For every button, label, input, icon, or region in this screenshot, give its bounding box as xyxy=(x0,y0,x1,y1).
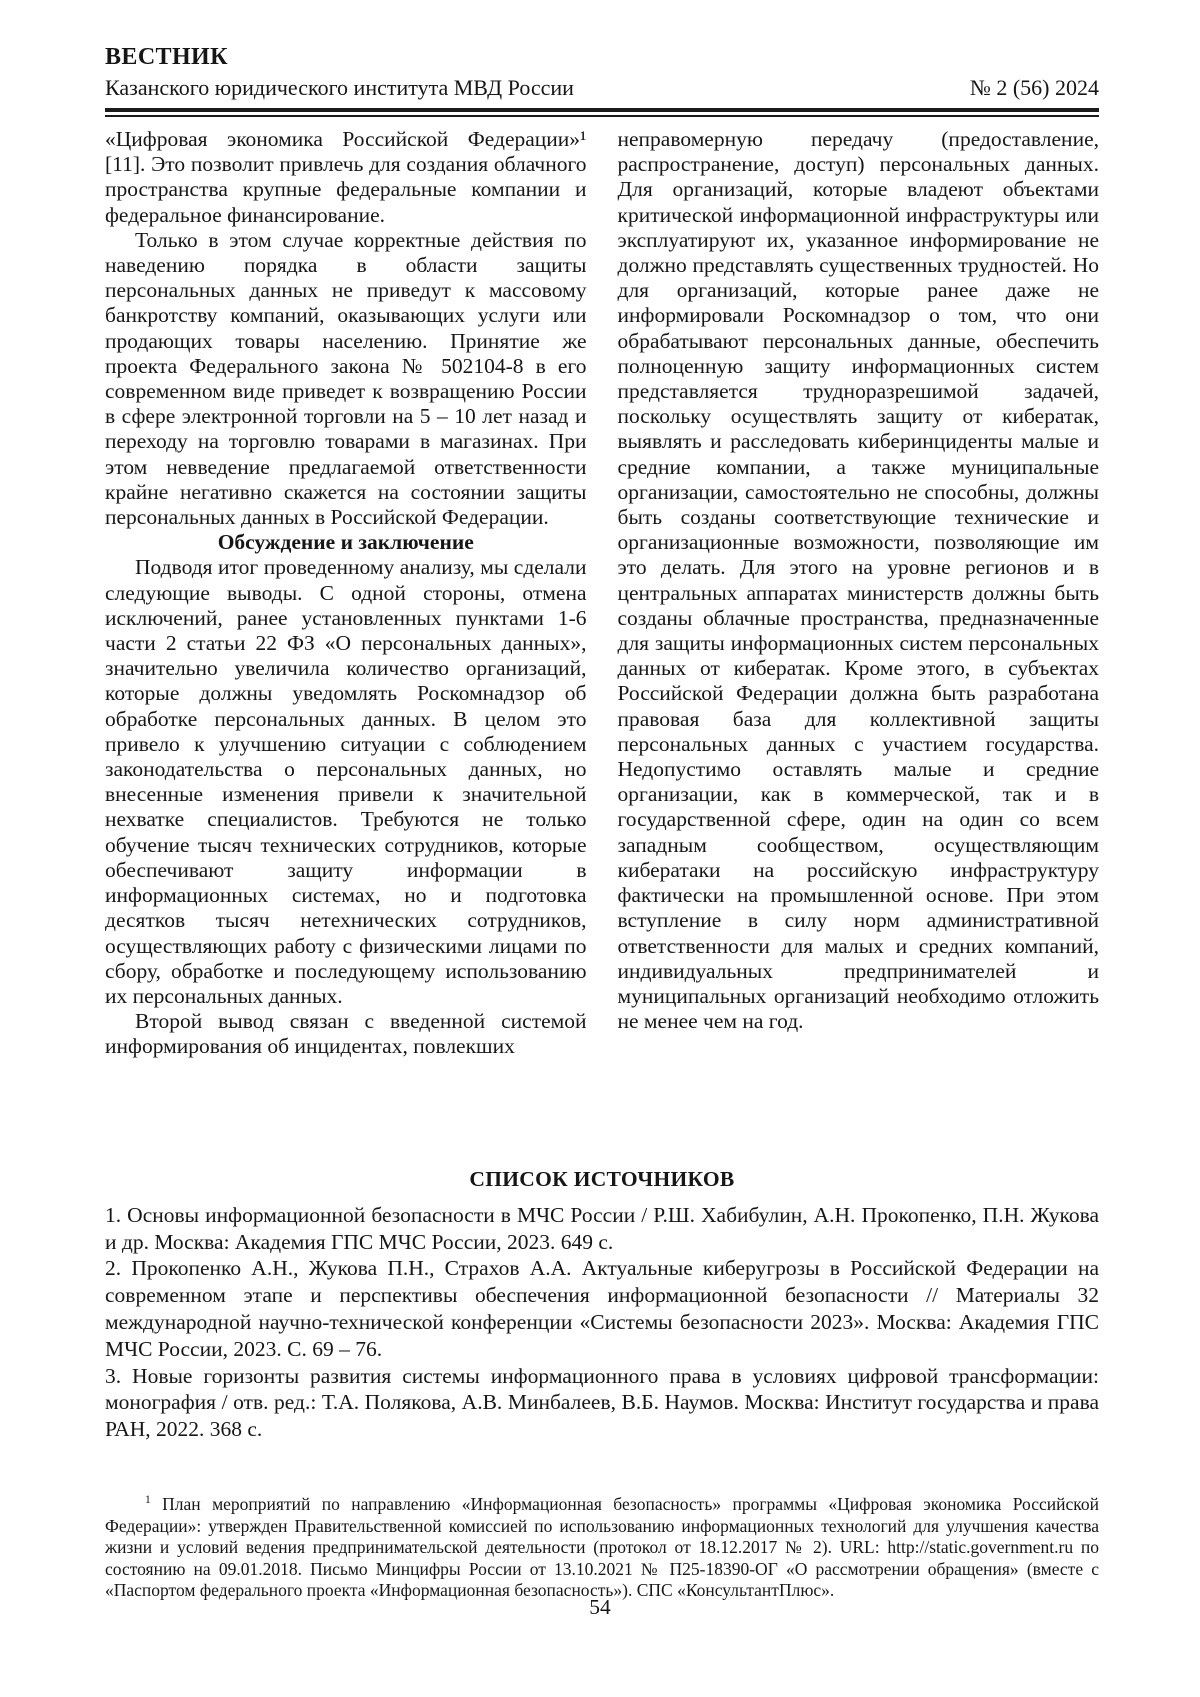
paragraph-second-conclusion-start: Второй вывод связан с введенной системой информирования об инцидентах, повлекших xyxy=(105,1009,587,1059)
footnote-block xyxy=(105,1494,1099,1602)
footnote-text: План мероприятий по направлению «Информационная безопасность» программы «Цифровая экономика Российской Федерации»: утвержден Правительственной комиссией по использованию информационных технологий для улучшения качества жизни и условий ведения предпринимательской деятельности (протокол от 18.12.2017 № 2). URL: http://static.government.ru по состоянию на 09.01.2018. Письмо Минцифры России от 13.10.2021 № П25-18390-ОГ «О рассмотрении обращения» (вместе с «Паспортом федерального проекта «Информационная безопасность»). СПС «КонсультантПлюс». xyxy=(105,1494,1099,1601)
source-item: 1. Основы информационной безопасности в МЧС России / Р.Ш. Хабибулин, А.Н. Прокопенко, П.Н. Жукова и др. Москва: Академия ГПС МЧС России, 2023. 649 с. xyxy=(105,1202,1099,1254)
journal-subtitle: Казанского юридического института МВД России xyxy=(105,75,574,100)
sources-section xyxy=(105,1166,1099,1443)
footnote xyxy=(105,1494,1099,1602)
left-column xyxy=(105,127,587,1060)
issue-number: № 2 (56) 2024 xyxy=(969,75,1099,100)
source-item: 3. Новые горизонты развития системы информационного права в условиях цифровой трансформации: монография / отв. ред.: Т.А. Полякова, А.В. Минбалеев, В.Б. Наумов. Москва: Институт государства и права РАН, 2022. 368 с. xyxy=(105,1363,1099,1442)
footnote-marker: 1 xyxy=(145,1494,151,1507)
section-heading: Обсуждение и заключение xyxy=(217,530,474,555)
article-body xyxy=(105,127,1099,1060)
journal-title: ВЕСТНИК xyxy=(105,44,228,70)
right-column xyxy=(618,127,1100,1060)
source-item: 2. Прокопенко А.Н., Жукова П.Н., Страхов А.А. Актуальные киберугрозы в Российской Федерации на современном этапе и перспективы обеспечения информационной безопасности // Материалы 32 международной научно-технической конференции «Системы безопасности 2023». Москва: Академия ГПС МЧС России, 2023. С. 69 – 76. xyxy=(105,1256,1099,1361)
header-divider xyxy=(105,108,1099,117)
paragraph-continuation: неправомерную передачу (предоставление, распространение, доступ) персональных данных. Для организаций, которые владеют объектами критической информационной инфраструктуры или эксплуатируют их, указанное информирование не должно представлять существенных трудностей. Но для организаций, которые ранее даже не информировали Роскомнадзор о том, что они обрабатывают персональных данные, обеспечить полноценную защиту информационных систем представляется трудноразрешимой задачей, поскольку осуществлять защиту от кибератак, выявлять и расследовать киберинциденты малые и средние компании, а также муниципальные организации, самостоятельно не способны, должны быть созданы соответствующие технические и организационные возможности, позволяющие им это делать. Для этого на уровне регионов и в центральных аппаратах министерств должны быть созданы облачные пространства, предназначенные для защиты информационных систем персональных данных от кибератак. Кроме этого, в субъектах Российской Федерации должна быть разработана правовая база для коллективной защиты персональных данных с участием государства. Недопустимо оставлять малые и средние организации, как в коммерческой, так и в государственной сфере, один на один со всем западным сообществом, осуществляющим кибератаки на российскую инфраструктуру фактически на промышленной основе. При этом вступление в силу норм административной ответственности для малых и средних компаний, индивидуальных предпринимателей и муниципальных организаций необходимо отложить не менее чем на год. xyxy=(617,127,1099,1034)
paragraph-law-project: Только в этом случае корректные действия по наведению порядка в области защиты персональных данных не приведут к массовому банкротству компаний, оказывающих услуги или продающих товары населению. Принятие же проекта Федерального закона № 502104-8 в его современном виде приведет к возвращению России в сфере электронной торговли на 5 – 10 лет назад и переходу на торговлю товарами в магазинах. При этом невведение предлагаемой ответственности крайне негативно скажется на состоянии защиты персональных данных в Российской Федерации. xyxy=(105,227,587,530)
sources-heading: СПИСОК ИСТОЧНИКОВ xyxy=(469,1167,735,1191)
header-row xyxy=(105,75,1099,101)
paragraph-first-conclusion: Подводя итог проведенному анализу, мы сделали следующие выводы. С одной стороны, отмена исключений, ранее установленных пунктами 1-6 части 2 статьи 22 ФЗ «О персональных данных», значительно увеличила количество организаций, которые должны уведомлять Роскомнадзор об обработке персональных данных. В целом это привело к улучшению ситуации с соблюдением законодательства о персональных данных, но внесенные изменения привели к значительной нехватке специалистов. Требуются не только обучение тысяч технических сотрудников, которые обеспечивают защиту информации в информационных системах, но и подготовка десятков тысяч нетехнических сотрудников, осуществляющих работу с физическими лицами по сбору, обработке и последующему использованию их персональных данных. xyxy=(105,555,587,1008)
page-header xyxy=(105,44,1099,117)
paragraph-intro: «Цифровая экономика Российской Федерации»¹ [11]. Это позволит привлечь для создания облачного пространства крупные федеральные компании и федеральное финансирование. xyxy=(105,127,587,227)
page-number: 54 xyxy=(589,1595,611,1619)
